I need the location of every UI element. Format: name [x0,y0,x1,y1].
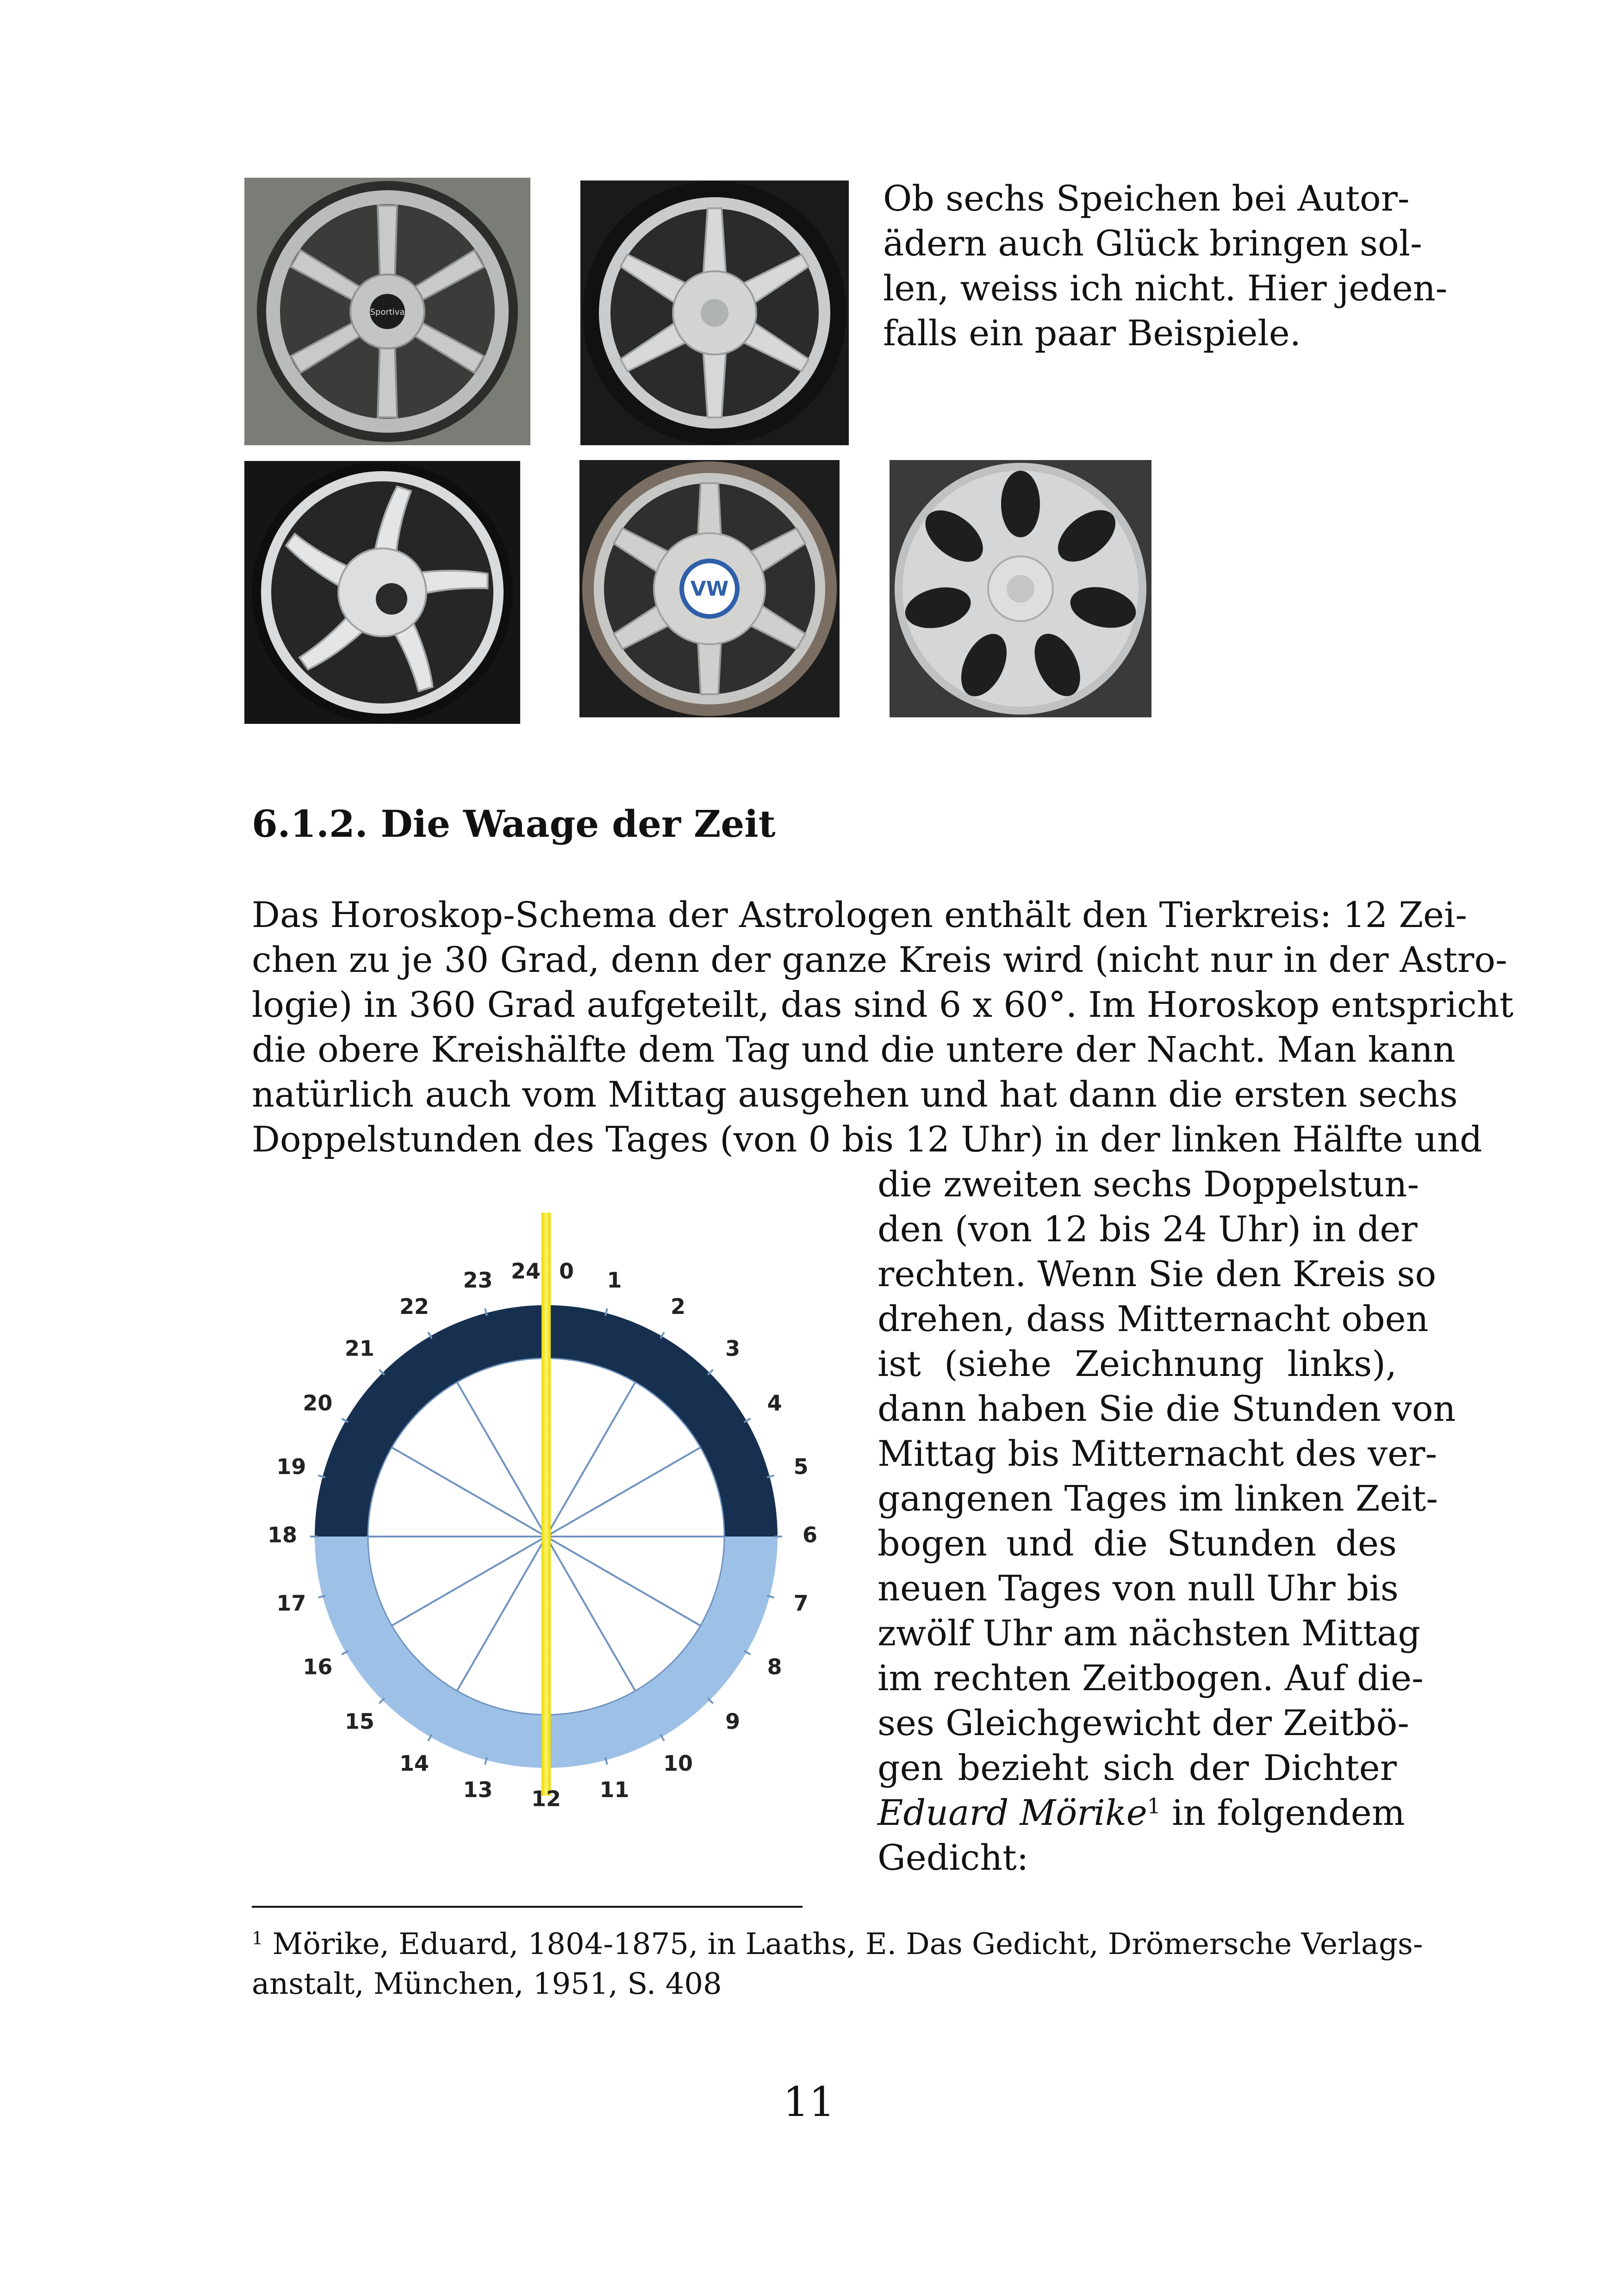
hour-label: 13 [463,1777,493,1803]
hour-label: 20 [303,1390,333,1416]
footnote [252,1924,1423,2004]
hour-label: 24 [510,1258,541,1284]
hour-label: 15 [344,1709,374,1734]
paragraph-line: neuen Tages von null Uhr bis [877,1568,1399,1609]
hour-label: 9 [725,1709,741,1734]
footnote-mark: 1 [252,1928,263,1949]
paragraph-line: rechten. Wenn Sie den Kreis so [877,1253,1437,1294]
hour-label: 4 [767,1390,782,1416]
intro-line: ädern auch Glück bringen sol- [883,223,1422,264]
hour-label: 2 [670,1294,686,1319]
hour-label: 5 [793,1454,809,1479]
hour-label: 17 [276,1591,306,1616]
hour-label: 21 [344,1336,374,1361]
hour-label: 3 [725,1336,741,1361]
midnight-noon-axis [541,1213,551,1796]
paragraph-line: natürlich auch vom Mittag ausgehen und hat dann die ersten sechs [252,1074,1458,1115]
paragraph-line: die obere Kreishälfte dem Tag und die untere der Nacht. Man kann [252,1029,1456,1070]
paragraph-line: gangenen Tages im linken Zeit- [877,1478,1438,1519]
wheel-photo-3 [244,461,520,724]
hour-label: 12 [531,1786,561,1811]
paragraph-line: ses Gleichgewicht der Zeitbö- [877,1702,1409,1743]
paragraph-line: drehen, dass Mitternacht oben [877,1298,1429,1339]
footnote-line: anstalt, München, 1951, S. 408 [252,1967,722,2001]
wheel-photo-1 [244,178,530,445]
hour-label: 18 [267,1522,298,1548]
footnote-line [252,1924,1423,1964]
hour-label: 11 [599,1777,629,1803]
hubcap-photo-5 [890,460,1151,717]
intro-line: falls ein paar Beispiele. [883,312,1301,354]
paragraph-line: Das Horoskop-Schema der Astrologen enthält den Tierkreis: 12 Zei- [252,894,1468,935]
hour-label: 7 [793,1591,809,1616]
paragraph-line: Doppelstunden des Tages (von 0 bis 12 Uhr) in der linken Hälfte und [252,1119,1482,1160]
paragraph-column [877,1162,1456,1880]
intro-line: Ob sechs Speichen bei Autor- [883,178,1410,219]
hour-label: 6 [802,1522,818,1548]
footnote-rule [252,1906,803,1908]
hour-label: 1 [607,1267,622,1293]
paragraph-line: den (von 12 bis 24 Uhr) in der [877,1208,1418,1250]
hour-label: 10 [663,1751,693,1776]
hour-label: 16 [303,1654,333,1680]
svg-text:Sportiva: Sportiva [370,307,405,317]
paragraph-line: ist (siehe Zeichnung links), [877,1343,1397,1384]
intro-line: len, weiss ich nicht. Hier jeden- [883,268,1448,309]
time-balance-diagram [259,1213,842,1833]
hour-label: 0 [559,1258,574,1284]
hour-label: 19 [276,1454,306,1479]
paragraph-line: Mittag bis Mitternacht des ver- [877,1433,1438,1474]
hour-label: 8 [767,1654,782,1680]
footnote-reference[interactable]: 1 [1147,1793,1161,1818]
paragraph-full-width [252,892,1514,1162]
svg-text:VW: VW [690,577,729,601]
wheel-photo-4 [579,460,840,717]
paragraph-line: Gedicht: [877,1837,1029,1878]
author-line-rest: in folgendem [1160,1792,1405,1833]
section-heading: 6.1.2. Die Waage der Zeit [252,802,776,846]
hour-label: 14 [399,1751,429,1776]
paragraph-line: bogen und die Stunden des [877,1523,1397,1564]
hour-label: 23 [463,1267,493,1293]
page-number: 11 [783,2078,835,2126]
intro-paragraph [883,176,1448,355]
paragraph-line: die zweiten sechs Doppelstun- [877,1164,1419,1205]
wheel-photo-2 [580,180,849,445]
paragraph-line: logie) in 360 Grad aufgeteilt, das sind 6 x 60°. Im Horoskop entspricht [252,984,1514,1025]
footnote-text-1: Mörike, Eduard, 1804-1875, in Laaths, E. Das Gedicht, Drömersche Verlags- [272,1927,1423,1961]
paragraph-line: chen zu je 30 Grad, denn der ganze Kreis wird (nicht nur in der Astro- [252,939,1507,980]
paragraph-line: dann haben Sie die Stunden von [877,1388,1456,1429]
paragraph-line: zwölf Uhr am nächsten Mittag [877,1612,1421,1654]
clock-diagram-svg [259,1213,842,1833]
author-name: Eduard Mörike [877,1792,1147,1833]
hour-label: 22 [399,1294,429,1319]
paragraph-line: gen bezieht sich der Dichter [877,1747,1397,1788]
paragraph-line: im rechten Zeitbogen. Auf die- [877,1657,1424,1699]
author-line [877,1790,1405,1835]
